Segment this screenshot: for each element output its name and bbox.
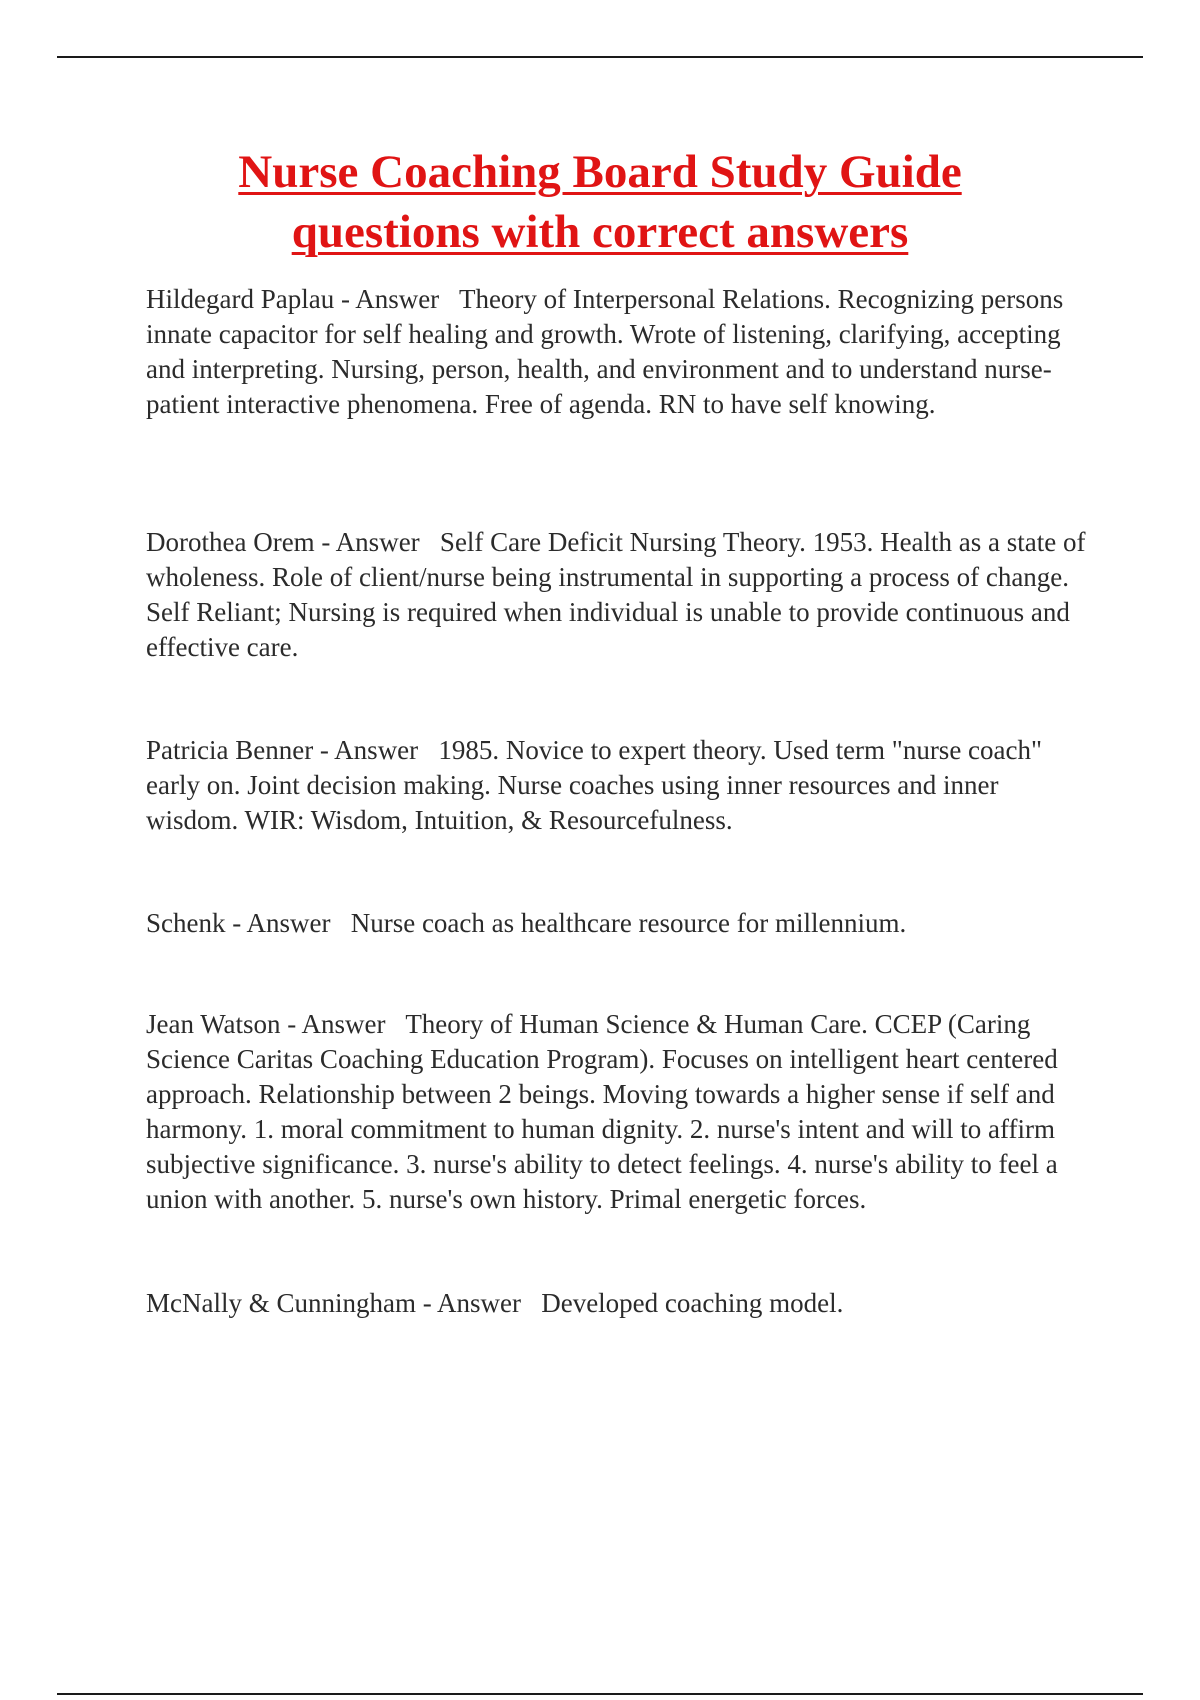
entry-term: Dorothea Orem - Answer <box>146 527 420 557</box>
entry-term: McNally & Cunningham - Answer <box>146 1288 521 1318</box>
document-title <box>0 142 1200 262</box>
qa-entry-benner <box>146 733 1096 838</box>
qa-entry-watson <box>146 1007 1096 1217</box>
title-line-2: questions with correct answers <box>291 206 909 258</box>
top-rule <box>57 56 1143 58</box>
entry-term: Hildegard Paplau - Answer <box>146 284 440 314</box>
qa-entry-mcnally-cunningham <box>146 1286 1096 1321</box>
bottom-rule <box>57 1693 1143 1695</box>
qa-entry-paplau <box>146 282 1096 422</box>
entry-definition: Theory of Interpersonal Relations. Recognizing persons innate capacitor for self healing and growth. Wrote of listening, clarifying, accepting and interpreting. Nursing, person, health, and environment and to understand nurse- patient interactive phenomena. Free of agenda. RN to have self knowing. <box>146 284 1064 419</box>
entry-definition: Developed coaching model. <box>541 1288 844 1318</box>
entry-definition: Self Care Deficit Nursing Theory. 1953. Health as a state of wholeness. Role of client/nurse being instrumental in supporting a process of change. Self Reliant; Nursing is required when individual is unable to provide continuous and effective care. <box>146 527 1086 662</box>
entry-definition: Nurse coach as healthcare resource for millennium. <box>350 908 907 938</box>
entry-term: Schenk - Answer <box>146 908 331 938</box>
entry-definition: Theory of Human Science & Human Care. CCEP (Caring Science Caritas Coaching Education Program). Focuses on intelligent heart centered approach. Relationship between 2 beings. Moving towards a higher sense if self and harmony. 1. moral commitment to human dignity. 2. nurse's intent and will to affirm subjective significance. 3. nurse's ability to detect feelings. 4. nurse's ability to feel a union with another. 5. nurse's own history. Primal energetic forces. <box>146 1009 1058 1214</box>
qa-entry-orem <box>146 525 1096 665</box>
entry-definition: 1985. Novice to expert theory. Used term "nurse coach" early on. Joint decision making. Nurse coaches using inner resources and inner wisdom. WIR: Wisdom, Intuition, & Resourcefulness. <box>146 735 1043 835</box>
entry-term: Jean Watson - Answer <box>146 1009 386 1039</box>
title-line-1: Nurse Coaching Board Study Guide <box>238 146 962 198</box>
qa-entry-schenk <box>146 906 1096 941</box>
entry-term: Patricia Benner - Answer <box>146 735 419 765</box>
